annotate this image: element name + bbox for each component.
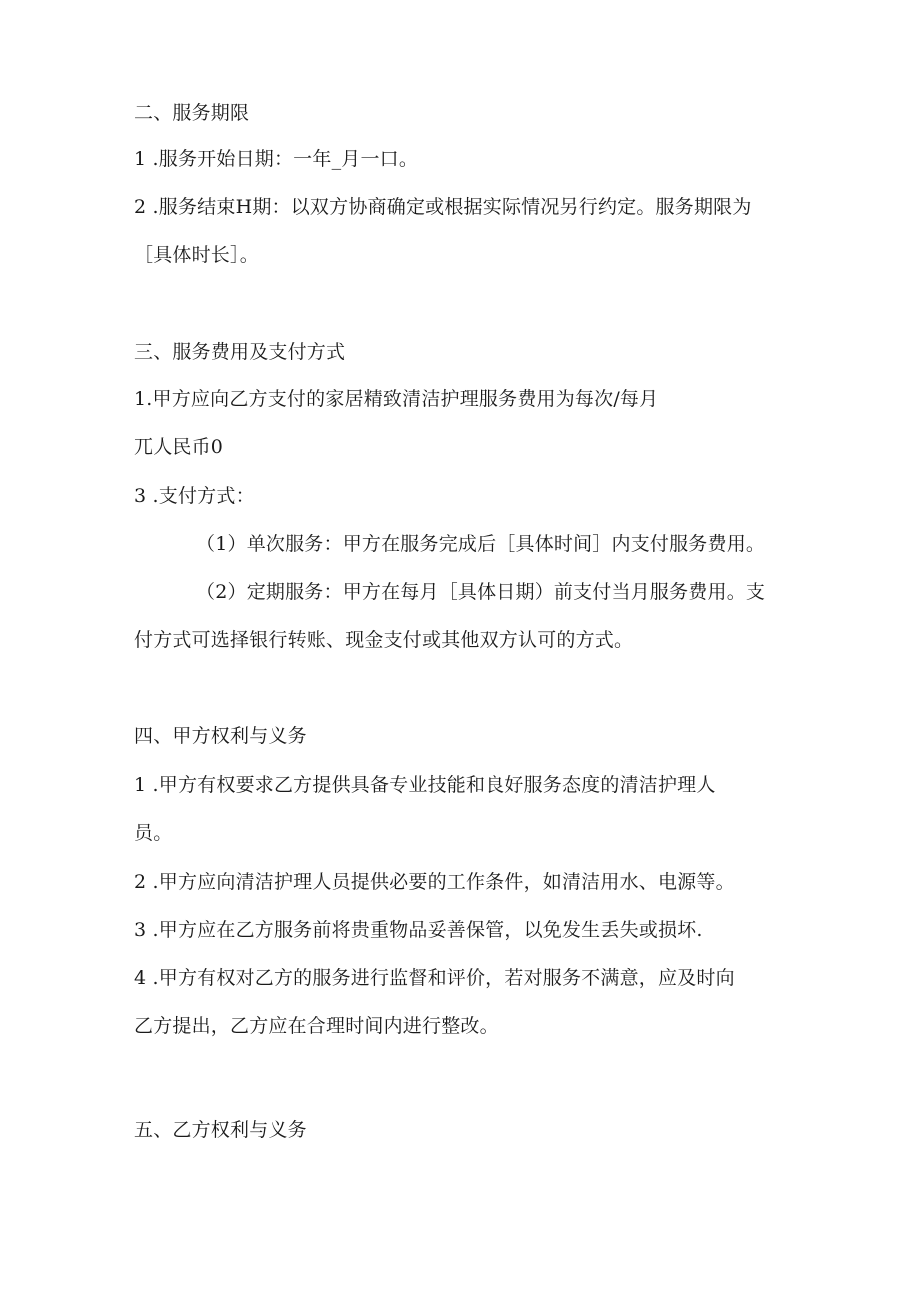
clause-line: 员。 [134,822,173,844]
clause-line: 2 .服务结束H期：以双方协商确定或根据实际情况另行约定。服务期限为 [134,196,752,218]
clause-line: 3 .支付方式： [134,485,255,507]
clause-line: ［具体时长］。 [134,244,259,266]
clause-line: 付方式可选择银行转账、现金支付或其他双方认可的方式。 [134,629,634,651]
clause-line: 1 .服务开始日期：一年_月一口。 [134,148,419,170]
section-heading: 二、服务期限 [134,102,250,124]
section-heading: 三、服务费用及支付方式 [134,341,346,363]
clause-subitem: （1）单次服务：甲方在服务完成后［具体时间］内支付服务费用。 [196,533,766,555]
clause-line: 1 .甲方有权要求乙方提供具备专业技能和良好服务态度的清洁护理人 [134,774,716,796]
section-heading: 四、甲方权利与义务 [134,725,307,747]
clause-line: 乙方提出，乙方应在合理时间内进行整改。 [134,1015,499,1037]
clause-line: 2 .甲方应向清洁护理人员提供必要的工作条件，如清洁用水、电源等。 [134,871,735,893]
clause-line: 兀人民币0 [134,436,224,458]
section-heading: 五、乙方权利与义务 [134,1119,307,1141]
clause-line: 3 .甲方应在乙方服务前将贵重物品妥善保管，以免发生丢失或损坏. [134,919,703,941]
clause-line: 4 .甲方有权对乙方的服务进行监督和评价，若对服务不满意，应及时向 [134,967,735,989]
clause-line: 1.甲方应向乙方支付的家居精致清洁护理服务费用为每次/每月 [134,388,659,410]
clause-subitem: （2）定期服务：甲方在每月［具体日期）前支付当月服务费用。支 [196,581,766,603]
